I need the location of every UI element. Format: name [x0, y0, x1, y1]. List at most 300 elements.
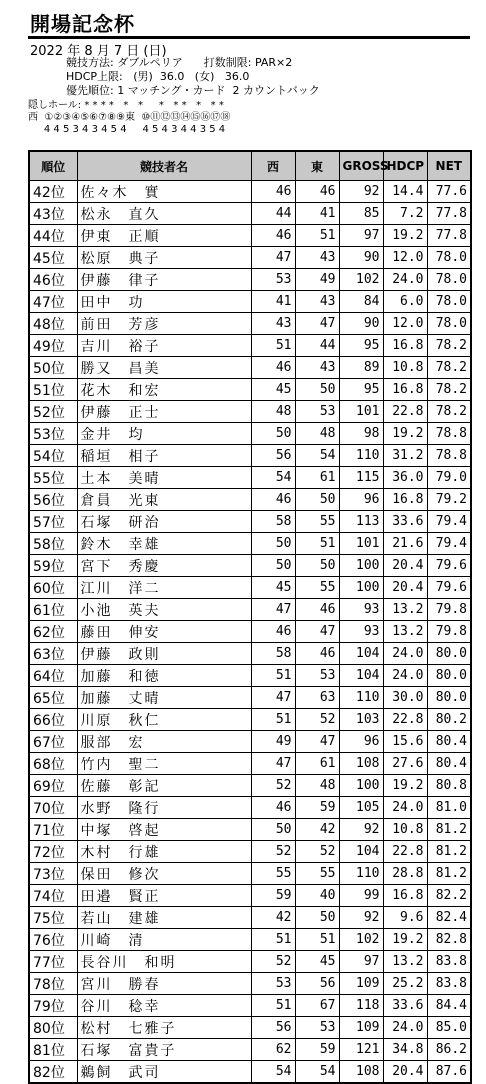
cell-gross: 99: [339, 885, 383, 907]
cell-west: 47: [251, 599, 295, 621]
cell-name: 鈴木 幸雄: [77, 533, 251, 555]
cell-rank: 62位: [29, 621, 77, 643]
cell-rank: 75位: [29, 907, 77, 929]
cell-west: 54: [251, 467, 295, 489]
cell-net: 78.8: [427, 423, 471, 445]
cell-west: 51: [251, 995, 295, 1017]
cell-net: 80.4: [427, 731, 471, 753]
cell-name: 藤田 伸安: [77, 621, 251, 643]
cell-east: 61: [295, 753, 339, 775]
table-row: [29, 181, 471, 203]
cell-west: 46: [251, 797, 295, 819]
table-row: [29, 863, 471, 885]
cell-gross: 109: [339, 973, 383, 995]
cell-net: 84.4: [427, 995, 471, 1017]
cell-name: 長谷川 和明: [77, 951, 251, 973]
table-row: [29, 643, 471, 665]
cell-west: 51: [251, 929, 295, 951]
cell-east: 54: [295, 1061, 339, 1084]
cell-hdcp: 16.8: [383, 335, 427, 357]
cell-net: 78.8: [427, 445, 471, 467]
table-row: [29, 885, 471, 907]
cell-hdcp: 13.2: [383, 951, 427, 973]
cell-east: 46: [295, 181, 339, 203]
cell-net: 83.8: [427, 951, 471, 973]
cell-west: 45: [251, 577, 295, 599]
cell-west: 53: [251, 973, 295, 995]
cell-hdcp: 24.0: [383, 643, 427, 665]
cell-gross: 104: [339, 643, 383, 665]
cell-hdcp: 21.6: [383, 533, 427, 555]
cell-hdcp: 27.6: [383, 753, 427, 775]
cell-rank: 52位: [29, 401, 77, 423]
cell-net: 80.0: [427, 643, 471, 665]
cell-hdcp: 19.2: [383, 423, 427, 445]
table-header-row: [29, 151, 471, 181]
cell-hdcp: 7.2: [383, 203, 427, 225]
cell-west: 55: [251, 863, 295, 885]
cell-gross: 104: [339, 841, 383, 863]
cell-rank: 50位: [29, 357, 77, 379]
cell-net: 77.8: [427, 225, 471, 247]
cell-name: 田中 功: [77, 291, 251, 313]
cell-net: 86.2: [427, 1039, 471, 1061]
table-row: [29, 577, 471, 599]
table-row: [29, 511, 471, 533]
cell-gross: 110: [339, 863, 383, 885]
cell-west: 54: [251, 1061, 295, 1084]
table-row: [29, 247, 471, 269]
cell-east: 50: [295, 555, 339, 577]
cell-net: 80.8: [427, 775, 471, 797]
cell-net: 80.0: [427, 665, 471, 687]
table-row: [29, 775, 471, 797]
table-row: [29, 423, 471, 445]
cell-net: 79.6: [427, 555, 471, 577]
cell-hdcp: 24.0: [383, 797, 427, 819]
cell-name: 佐藤 彰記: [77, 775, 251, 797]
cell-hdcp: 10.8: [383, 357, 427, 379]
cell-net: 78.0: [427, 313, 471, 335]
cell-east: 63: [295, 687, 339, 709]
cell-east: 40: [295, 885, 339, 907]
cell-rank: 81位: [29, 1039, 77, 1061]
cell-net: 78.2: [427, 357, 471, 379]
cell-name: 稲垣 相子: [77, 445, 251, 467]
cell-net: 81.2: [427, 819, 471, 841]
cell-east: 67: [295, 995, 339, 1017]
cell-hdcp: 20.4: [383, 1061, 427, 1084]
cell-rank: 43位: [29, 203, 77, 225]
cell-hdcp: 16.8: [383, 379, 427, 401]
cell-name: 中塚 啓起: [77, 819, 251, 841]
table-row: [29, 1061, 471, 1084]
cell-east: 48: [295, 775, 339, 797]
cell-name: 土本 美晴: [77, 467, 251, 489]
cell-name: 田邉 賢正: [77, 885, 251, 907]
cell-west: 53: [251, 269, 295, 291]
cell-east: 47: [295, 621, 339, 643]
cell-net: 80.0: [427, 687, 471, 709]
cell-net: 78.0: [427, 269, 471, 291]
table-row: [29, 313, 471, 335]
cell-hdcp: 33.6: [383, 995, 427, 1017]
table-row: [29, 401, 471, 423]
cell-hdcp: 19.2: [383, 929, 427, 951]
cell-gross: 92: [339, 819, 383, 841]
cell-west: 47: [251, 753, 295, 775]
cell-east: 52: [295, 709, 339, 731]
cell-net: 82.8: [427, 929, 471, 951]
cell-name: 伊東 正順: [77, 225, 251, 247]
cell-west: 46: [251, 489, 295, 511]
cell-rank: 56位: [29, 489, 77, 511]
cell-west: 50: [251, 555, 295, 577]
cell-rank: 55位: [29, 467, 77, 489]
cell-gross: 100: [339, 577, 383, 599]
hole-pars: 4 4 5 3 4 3 4 5 4 4 5 4 3 4 4 3 5 4: [28, 124, 226, 135]
cell-gross: 93: [339, 621, 383, 643]
cell-east: 46: [295, 643, 339, 665]
cell-west: 58: [251, 643, 295, 665]
cell-rank: 80位: [29, 1017, 77, 1039]
cell-name: 伊藤 律子: [77, 269, 251, 291]
table-row: [29, 357, 471, 379]
cell-gross: 102: [339, 269, 383, 291]
cell-gross: 115: [339, 467, 383, 489]
cell-rank: 63位: [29, 643, 77, 665]
cell-east: 48: [295, 423, 339, 445]
cell-east: 52: [295, 841, 339, 863]
cell-hdcp: 30.0: [383, 687, 427, 709]
cell-gross: 97: [339, 951, 383, 973]
cell-net: 81.2: [427, 841, 471, 863]
cell-rank: 60位: [29, 577, 77, 599]
cell-gross: 96: [339, 731, 383, 753]
cell-name: 加藤 和徳: [77, 665, 251, 687]
cell-rank: 45位: [29, 247, 77, 269]
cell-hdcp: 31.2: [383, 445, 427, 467]
cell-name: 倉員 光東: [77, 489, 251, 511]
cell-gross: 110: [339, 687, 383, 709]
cell-name: 鵜飼 武司: [77, 1061, 251, 1084]
cell-east: 44: [295, 335, 339, 357]
hole-labels: 西 ①②③④⑤⑥⑦⑧⑨東 ⑩⑪⑫⑬⑭⑮⑯⑰⑱: [28, 112, 231, 123]
cell-rank: 70位: [29, 797, 77, 819]
cell-east: 53: [295, 401, 339, 423]
table-row: [29, 467, 471, 489]
cell-name: 宮下 秀慶: [77, 555, 251, 577]
cell-name: 川原 秋仁: [77, 709, 251, 731]
cell-east: 61: [295, 467, 339, 489]
cell-name: 木村 行雄: [77, 841, 251, 863]
table-row: [29, 995, 471, 1017]
cell-name: 若山 建雄: [77, 907, 251, 929]
cell-net: 78.2: [427, 401, 471, 423]
cell-hdcp: 6.0: [383, 291, 427, 313]
cell-east: 55: [295, 511, 339, 533]
table-row: [29, 929, 471, 951]
cell-name: 松原 典子: [77, 247, 251, 269]
cell-east: 45: [295, 951, 339, 973]
table-row: [29, 533, 471, 555]
cell-rank: 48位: [29, 313, 77, 335]
cell-rank: 47位: [29, 291, 77, 313]
cell-east: 50: [295, 379, 339, 401]
cell-rank: 66位: [29, 709, 77, 731]
cell-rank: 46位: [29, 269, 77, 291]
hdcp-limit: HDCP上限: (男) 36.0 (女) 36.0: [66, 70, 250, 83]
cell-net: 78.2: [427, 335, 471, 357]
cell-net: 87.6: [427, 1061, 471, 1084]
cell-west: 47: [251, 247, 295, 269]
cell-hdcp: 22.8: [383, 841, 427, 863]
cell-rank: 58位: [29, 533, 77, 555]
cell-rank: 65位: [29, 687, 77, 709]
cell-rank: 73位: [29, 863, 77, 885]
table-row: [29, 555, 471, 577]
cell-west: 43: [251, 313, 295, 335]
cell-gross: 92: [339, 181, 383, 203]
cell-west: 56: [251, 445, 295, 467]
cell-rank: 71位: [29, 819, 77, 841]
results-body: [29, 181, 471, 1084]
cell-hdcp: 24.0: [383, 1017, 427, 1039]
cell-hdcp: 34.8: [383, 1039, 427, 1061]
cell-rank: 76位: [29, 929, 77, 951]
cell-west: 46: [251, 225, 295, 247]
cell-net: 81.0: [427, 797, 471, 819]
cell-gross: 105: [339, 797, 383, 819]
cell-hdcp: 20.4: [383, 555, 427, 577]
cell-west: 52: [251, 775, 295, 797]
table-row: [29, 1017, 471, 1039]
cell-east: 49: [295, 269, 339, 291]
cell-net: 80.2: [427, 709, 471, 731]
cell-gross: 113: [339, 511, 383, 533]
cell-east: 59: [295, 1039, 339, 1061]
results-table: [28, 150, 472, 1084]
cell-rank: 78位: [29, 973, 77, 995]
cell-rank: 53位: [29, 423, 77, 445]
table-row: [29, 819, 471, 841]
cell-gross: 90: [339, 247, 383, 269]
cell-net: 79.4: [427, 511, 471, 533]
cell-gross: 121: [339, 1039, 383, 1061]
cell-name: 竹内 聖二: [77, 753, 251, 775]
cell-net: 78.0: [427, 247, 471, 269]
title-divider: [28, 36, 470, 39]
cell-west: 45: [251, 379, 295, 401]
header-name: 競技者名: [77, 151, 251, 181]
cell-west: 51: [251, 335, 295, 357]
table-row: [29, 489, 471, 511]
cell-west: 48: [251, 401, 295, 423]
cell-gross: 101: [339, 533, 383, 555]
cell-west: 44: [251, 203, 295, 225]
cell-east: 47: [295, 313, 339, 335]
cell-east: 53: [295, 1017, 339, 1039]
cell-west: 41: [251, 291, 295, 313]
header-rank: 順位: [29, 151, 77, 181]
cell-hdcp: 16.8: [383, 885, 427, 907]
cell-rank: 57位: [29, 511, 77, 533]
cell-rank: 74位: [29, 885, 77, 907]
cell-hdcp: 12.0: [383, 313, 427, 335]
cell-rank: 67位: [29, 731, 77, 753]
cell-east: 56: [295, 973, 339, 995]
cell-net: 79.6: [427, 577, 471, 599]
cell-west: 47: [251, 687, 295, 709]
cell-west: 50: [251, 423, 295, 445]
page-title: 開場記念杯: [30, 12, 135, 36]
cell-net: 81.2: [427, 863, 471, 885]
cell-name: 伊藤 正士: [77, 401, 251, 423]
table-row: [29, 797, 471, 819]
cell-east: 51: [295, 533, 339, 555]
cell-east: 53: [295, 665, 339, 687]
cell-hdcp: 19.2: [383, 225, 427, 247]
header-gross: GROSS: [339, 151, 383, 181]
cell-net: 80.4: [427, 753, 471, 775]
cell-west: 46: [251, 621, 295, 643]
cell-gross: 97: [339, 225, 383, 247]
cell-gross: 100: [339, 555, 383, 577]
cell-rank: 72位: [29, 841, 77, 863]
cell-gross: 85: [339, 203, 383, 225]
cell-west: 58: [251, 511, 295, 533]
cell-name: 水野 隆行: [77, 797, 251, 819]
cell-hdcp: 20.4: [383, 577, 427, 599]
cell-name: 宮川 勝春: [77, 973, 251, 995]
cell-name: 川崎 清: [77, 929, 251, 951]
cell-net: 79.8: [427, 621, 471, 643]
cell-net: 83.8: [427, 973, 471, 995]
cell-hdcp: 25.2: [383, 973, 427, 995]
cell-rank: 82位: [29, 1061, 77, 1084]
header-west: 西: [251, 151, 295, 181]
cell-east: 59: [295, 797, 339, 819]
cell-gross: 102: [339, 929, 383, 951]
table-row: [29, 379, 471, 401]
cell-hdcp: 13.2: [383, 599, 427, 621]
cell-net: 78.2: [427, 379, 471, 401]
cell-gross: 98: [339, 423, 383, 445]
cell-west: 50: [251, 819, 295, 841]
cell-east: 46: [295, 599, 339, 621]
hidden-holes: 隠しホール: * * * * * * * * * * * *: [28, 100, 224, 111]
cell-gross: 110: [339, 445, 383, 467]
cell-gross: 104: [339, 665, 383, 687]
cell-hdcp: 10.8: [383, 819, 427, 841]
competition-method: 競技方法: ダブルペリア 打数制限: PAR×2: [66, 56, 293, 69]
cell-east: 55: [295, 577, 339, 599]
table-row: [29, 599, 471, 621]
cell-name: 保田 修次: [77, 863, 251, 885]
cell-rank: 77位: [29, 951, 77, 973]
priority-order: 優先順位: 1 マッチング・カード 2 カウントバック: [66, 84, 320, 97]
cell-name: 勝又 昌美: [77, 357, 251, 379]
cell-net: 85.0: [427, 1017, 471, 1039]
cell-net: 79.2: [427, 489, 471, 511]
cell-west: 59: [251, 885, 295, 907]
table-row: [29, 907, 471, 929]
table-row: [29, 841, 471, 863]
cell-hdcp: 28.8: [383, 863, 427, 885]
table-row: [29, 731, 471, 753]
cell-name: 小池 英夫: [77, 599, 251, 621]
cell-rank: 68位: [29, 753, 77, 775]
cell-name: 加藤 丈晴: [77, 687, 251, 709]
cell-gross: 108: [339, 1061, 383, 1084]
cell-name: 江川 洋二: [77, 577, 251, 599]
cell-gross: 93: [339, 599, 383, 621]
cell-hdcp: 14.4: [383, 181, 427, 203]
cell-hdcp: 12.0: [383, 247, 427, 269]
cell-gross: 96: [339, 489, 383, 511]
cell-west: 51: [251, 665, 295, 687]
cell-east: 51: [295, 225, 339, 247]
table-row: [29, 291, 471, 313]
event-date: 2022 年 8 月 7 日 (日): [30, 44, 167, 59]
cell-east: 43: [295, 291, 339, 313]
cell-east: 54: [295, 445, 339, 467]
cell-net: 79.4: [427, 533, 471, 555]
table-row: [29, 753, 471, 775]
cell-west: 52: [251, 841, 295, 863]
cell-west: 51: [251, 709, 295, 731]
cell-east: 50: [295, 907, 339, 929]
table-row: [29, 709, 471, 731]
cell-net: 82.2: [427, 885, 471, 907]
cell-gross: 84: [339, 291, 383, 313]
cell-name: 石塚 富貴子: [77, 1039, 251, 1061]
table-row: [29, 225, 471, 247]
cell-hdcp: 22.8: [383, 709, 427, 731]
table-row: [29, 269, 471, 291]
cell-west: 46: [251, 181, 295, 203]
cell-hdcp: 15.6: [383, 731, 427, 753]
cell-west: 52: [251, 951, 295, 973]
cell-west: 42: [251, 907, 295, 929]
table-row: [29, 951, 471, 973]
table-row: [29, 665, 471, 687]
hole-grid: [28, 100, 230, 136]
cell-name: 松永 直久: [77, 203, 251, 225]
cell-hdcp: 9.6: [383, 907, 427, 929]
cell-east: 47: [295, 731, 339, 753]
cell-rank: 54位: [29, 445, 77, 467]
table-row: [29, 1039, 471, 1061]
cell-gross: 90: [339, 313, 383, 335]
cell-east: 51: [295, 929, 339, 951]
table-row: [29, 973, 471, 995]
cell-east: 43: [295, 357, 339, 379]
cell-hdcp: 36.0: [383, 467, 427, 489]
table-row: [29, 335, 471, 357]
cell-gross: 100: [339, 775, 383, 797]
cell-name: 佐々木 實: [77, 181, 251, 203]
cell-gross: 101: [339, 401, 383, 423]
cell-gross: 89: [339, 357, 383, 379]
cell-east: 42: [295, 819, 339, 841]
cell-west: 62: [251, 1039, 295, 1061]
cell-hdcp: 19.2: [383, 775, 427, 797]
cell-rank: 42位: [29, 181, 77, 203]
cell-rank: 51位: [29, 379, 77, 401]
cell-east: 41: [295, 203, 339, 225]
cell-gross: 118: [339, 995, 383, 1017]
